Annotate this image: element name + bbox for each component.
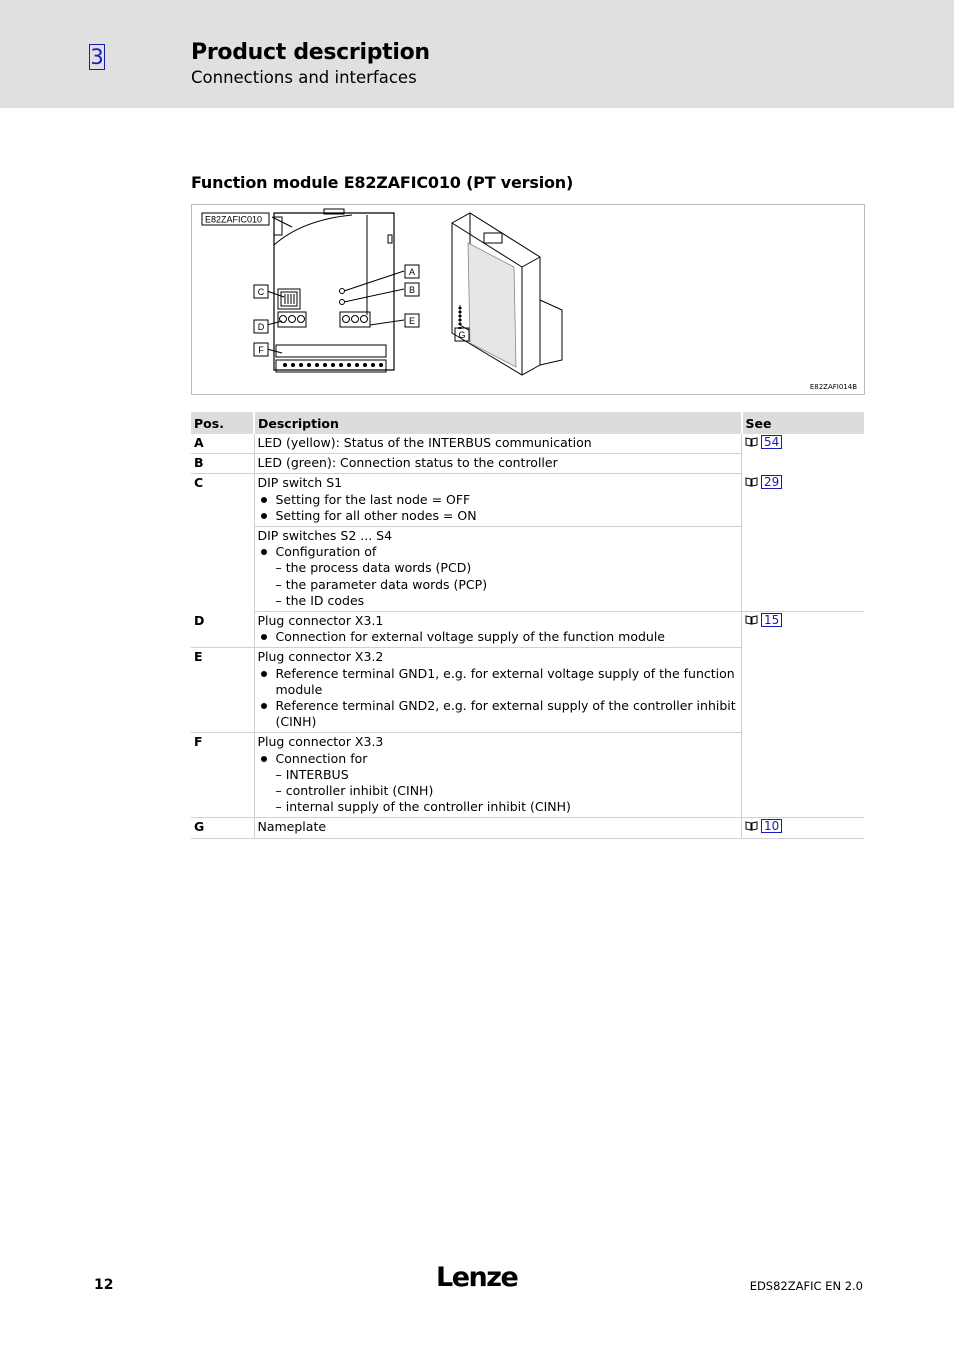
page-header xyxy=(0,0,954,108)
book-icon xyxy=(745,437,758,447)
pos-cell: D xyxy=(191,612,254,648)
desc-text: Plug connector X3.1 xyxy=(257,613,384,629)
table-row xyxy=(191,612,864,648)
book-icon xyxy=(745,821,758,831)
book-icon xyxy=(745,615,758,625)
bullet-item: Reference terminal GND2, e.g. for external supply of the controller inhibit (CINH) xyxy=(258,698,739,730)
dash-item: – internal supply of the controller inhibit (CINH) xyxy=(275,799,571,815)
book-icon xyxy=(745,477,758,487)
callout-f: F xyxy=(258,345,264,355)
page-subtitle: Connections and interfaces xyxy=(191,68,417,87)
pos-cell: G xyxy=(191,818,254,838)
figure-code: E82ZAFI014B xyxy=(809,383,857,391)
bullet-item: Setting for all other nodes = ON xyxy=(258,508,739,524)
desc-cell: LED (yellow): Status of the INTERBUS communication xyxy=(254,434,742,454)
bullet-item: Connection for external voltage supply of the function module xyxy=(258,629,739,645)
see-cell xyxy=(742,434,865,474)
pos-cell: A xyxy=(191,434,254,454)
col-see: See xyxy=(742,412,865,434)
bullet-item: Reference terminal GND1, e.g. for external voltage supply of the function module xyxy=(258,666,739,698)
dash-item: – the ID codes xyxy=(275,592,365,608)
pos-cell: F xyxy=(191,733,254,818)
dash-item: – the process data words (PCD) xyxy=(275,560,472,576)
desc-text: DIP switches S2 ... S4 xyxy=(257,528,393,544)
page-link[interactable]: 29 xyxy=(761,475,782,489)
see-cell xyxy=(742,474,865,612)
table-row xyxy=(191,474,864,527)
dash-item: – controller inhibit (CINH) xyxy=(275,783,434,799)
desc-text: DIP switch S1 xyxy=(257,475,343,491)
module-drawing xyxy=(192,205,864,394)
desc-cell xyxy=(254,612,742,648)
function-module-figure xyxy=(191,204,865,395)
bullet-item: Connection for xyxy=(258,751,739,767)
desc-cell xyxy=(254,474,742,527)
section-title: Function module E82ZAFIC010 (PT version) xyxy=(191,173,574,192)
callout-b: B xyxy=(408,285,416,295)
page-link[interactable]: 10 xyxy=(761,819,782,833)
page-link[interactable]: 54 xyxy=(761,435,782,449)
pos-cell: C xyxy=(191,474,254,612)
document-id: EDS82ZAFIC EN 2.0 xyxy=(749,1279,863,1293)
lenze-logo: Lenze xyxy=(436,1262,518,1293)
callout-e: E xyxy=(408,316,416,326)
desc-cell xyxy=(254,648,742,733)
positions-table xyxy=(191,412,864,839)
desc-text: Plug connector X3.3 xyxy=(257,734,384,750)
pos-cell: E xyxy=(191,648,254,733)
desc-cell: LED (green): Connection status to the controller xyxy=(254,454,742,474)
chapter-number-link[interactable]: 3 xyxy=(90,45,104,69)
pos-cell: B xyxy=(191,454,254,474)
table-row xyxy=(191,434,864,454)
page-link[interactable]: 15 xyxy=(761,613,782,627)
callout-a: A xyxy=(408,267,416,277)
desc-cell xyxy=(254,733,742,818)
bullet-item: Configuration of xyxy=(258,544,739,560)
desc-cell: Nameplate xyxy=(254,818,742,838)
table-row xyxy=(191,818,864,838)
dash-item: – the parameter data words (PCP) xyxy=(275,576,488,592)
module-label: E82ZAFIC010 xyxy=(205,214,263,225)
table-header-row xyxy=(191,412,864,434)
desc-text: Plug connector X3.2 xyxy=(257,649,384,665)
page-number: 12 xyxy=(94,1277,114,1293)
desc-cell xyxy=(254,527,742,612)
page-title: Product description xyxy=(191,40,430,65)
see-cell xyxy=(742,818,865,838)
bullet-item: Setting for the last node = OFF xyxy=(258,492,739,508)
see-cell xyxy=(742,612,865,818)
col-description: Description xyxy=(254,412,742,434)
callout-d: D xyxy=(257,322,265,332)
callout-c: C xyxy=(257,287,265,297)
dash-item: – INTERBUS xyxy=(275,766,349,782)
callout-g: G xyxy=(458,330,466,340)
col-pos: Pos. xyxy=(191,412,254,434)
